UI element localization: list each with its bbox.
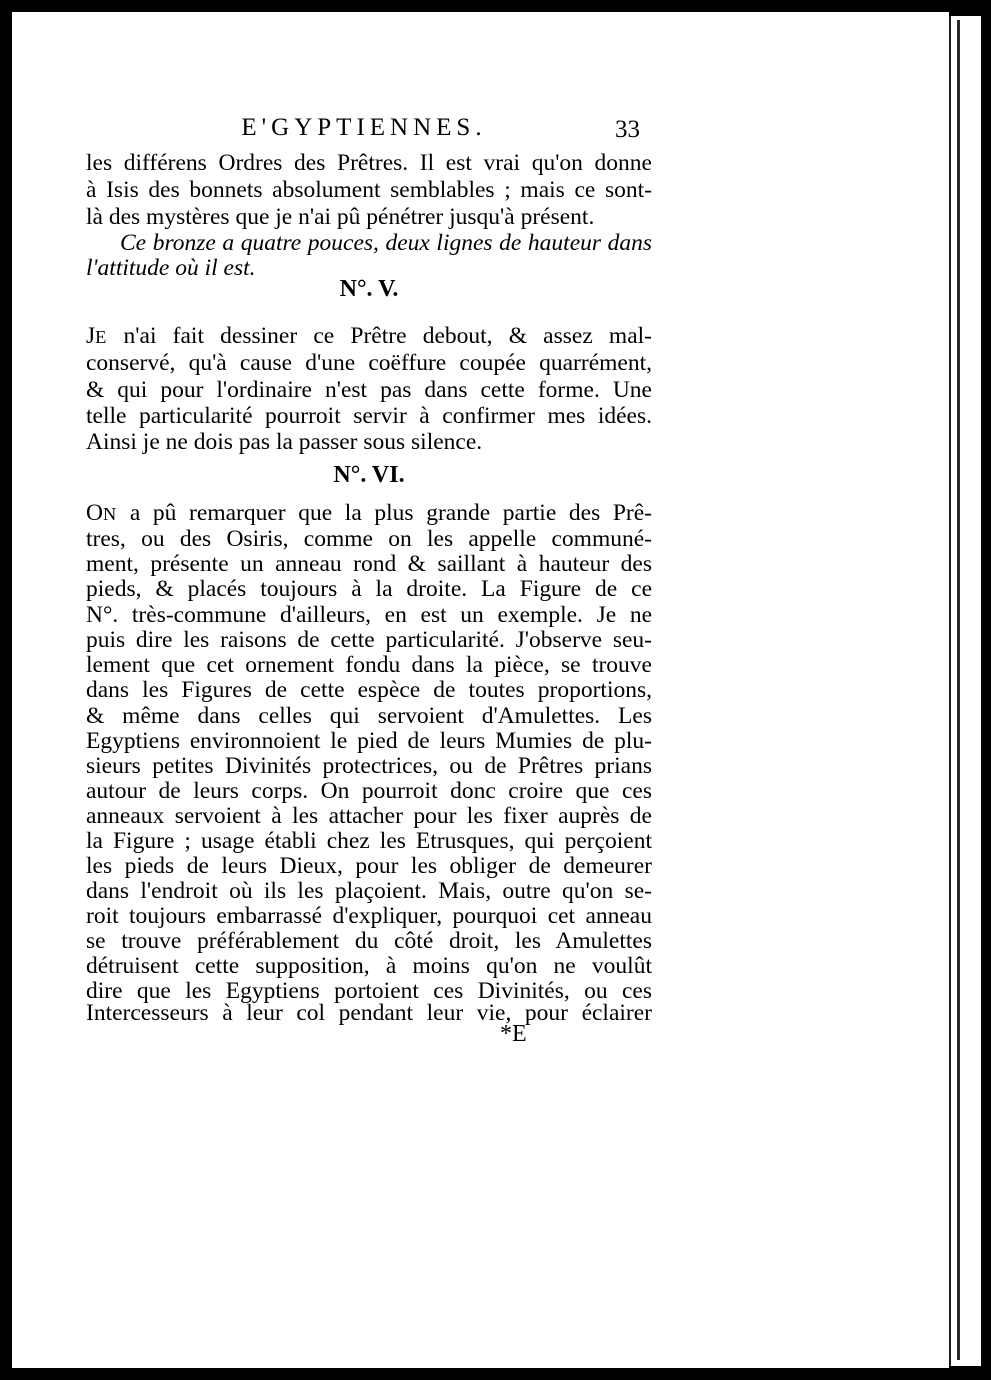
drop-letter: O xyxy=(86,500,103,526)
section-heading-v: N°. V. xyxy=(339,276,399,302)
caption-line: Ce bronze a quatre pouces, deux lignes de hauteur dans xyxy=(120,230,652,256)
text-line: les pieds de leurs Dieux, pour les obliger de demeurer xyxy=(86,853,652,879)
text-line: dire que les Egyptiens portoient ces Divinités, ou ces xyxy=(86,978,652,1004)
text-line: & même dans celles qui servoient d'Amulettes. Les xyxy=(86,703,652,729)
text-line: dans les Figures de cette espèce de toutes proportions, xyxy=(86,677,652,703)
text-line: anneaux servoient à les attacher pour les fixer auprès de xyxy=(86,803,652,829)
text-line xyxy=(86,323,652,350)
text-line: Intercesseurs à leur col pendant leur vie, pour éclairer xyxy=(86,1000,652,1026)
text-line: les différens Ordres des Prêtres. Il est vrai qu'on donne xyxy=(86,150,652,176)
text-line: N°. très-commune d'ailleurs, en est un exemple. Je ne xyxy=(86,602,652,628)
page-edge xyxy=(949,16,981,1366)
page-number: 33 xyxy=(615,116,640,143)
text-line: Ainsi je ne dois pas la passer sous silence. xyxy=(86,429,483,455)
text-line: lement que cet ornement fondu dans la pièce, se trouve xyxy=(86,652,652,678)
text-line xyxy=(86,500,652,527)
text-line: à Isis des bonnets absolument semblables ; mais ce sont- xyxy=(86,177,652,203)
caption-line: l'attitude où il est. xyxy=(86,255,256,281)
text-line: conservé, qu'à cause d'une coëffure coupée quarrément, xyxy=(86,350,652,376)
page-edge-shadow xyxy=(957,20,960,1360)
text-line: détruisent cette supposition, à moins qu'on ne voulût xyxy=(86,953,652,979)
line-rest: a pû remarquer que la plus grande partie des Prê- xyxy=(117,500,652,526)
text-line: dans l'endroit où ils les plaçoient. Mais, outre qu'on se- xyxy=(86,878,652,904)
text-line: autour de leurs corps. On pourroit donc croire que ces xyxy=(86,778,652,804)
small-caps: N xyxy=(102,504,118,524)
text-line: sieurs petites Divinités protectrices, ou de Prêtres prians xyxy=(86,753,652,779)
text-line: se trouve préférablement du côté droit, les Amulettes xyxy=(86,928,652,954)
small-caps: E xyxy=(95,327,108,347)
drop-letter: J xyxy=(86,323,96,349)
section-heading-vi: N°. VI. xyxy=(333,462,405,488)
text-line: la Figure ; usage établi chez les Etrusques, qui perçoient xyxy=(86,828,652,854)
running-head: E'GYPTIENNES. xyxy=(241,114,487,141)
text-line: & qui pour l'ordinaire n'est pas dans cette forme. Une xyxy=(86,377,652,403)
text-line: Egyptiens environnoient le pied de leurs Mumies de plu- xyxy=(86,728,652,754)
text-line: là des mystères que je n'ai pû pénétrer jusqu'à présent. xyxy=(86,204,595,230)
line-rest: n'ai fait dessiner ce Prêtre debout, & assez mal- xyxy=(107,323,652,349)
text-line: telle particularité pourroit servir à confirmer mes idées. xyxy=(86,403,652,429)
catchword: *E xyxy=(500,1021,527,1047)
text-line: ment, présente un anneau rond & saillant à hauteur des xyxy=(86,551,652,577)
text-line: puis dire les raisons de cette particularité. J'observe seu- xyxy=(86,627,652,653)
text-line: pieds, & placés toujours à la droite. La Figure de ce xyxy=(86,576,652,602)
text-line: roit toujours embarrassé d'expliquer, pourquoi cet anneau xyxy=(86,903,652,929)
text-line: tres, ou des Osiris, comme on les appelle communé- xyxy=(86,526,652,552)
